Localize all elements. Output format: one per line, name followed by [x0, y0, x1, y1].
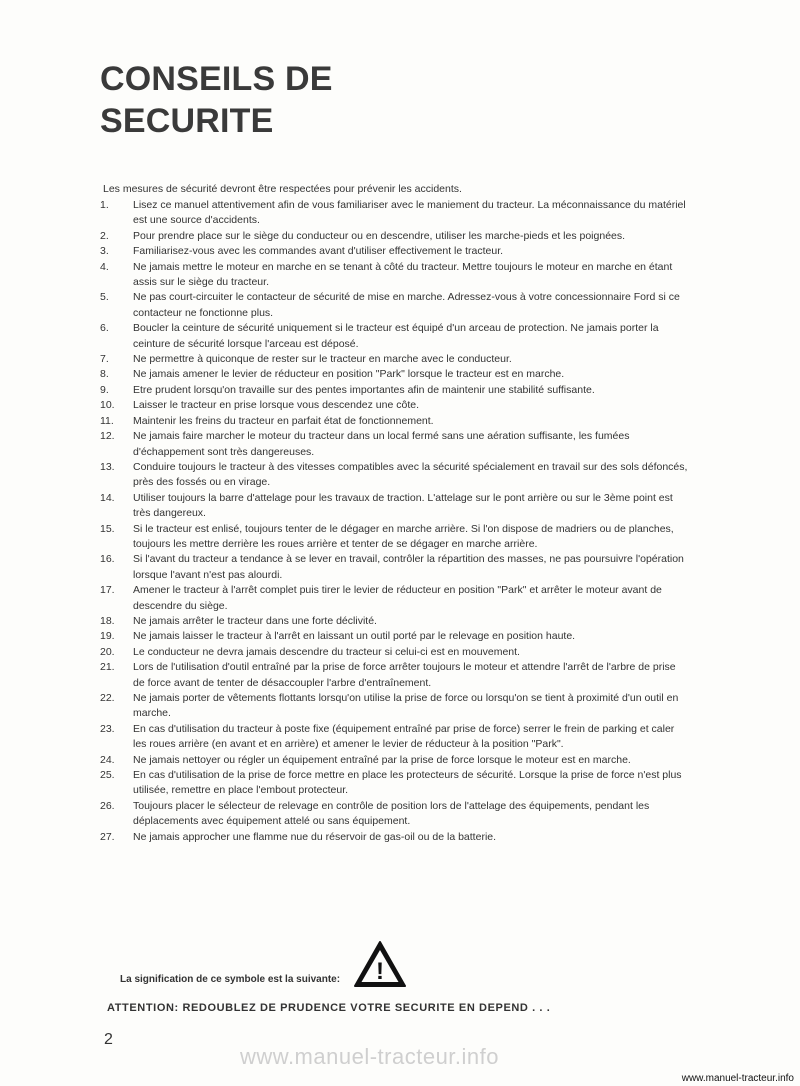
safety-rule-15	[100, 522, 690, 553]
page-title	[100, 58, 333, 142]
safety-rules-list	[100, 198, 690, 845]
rule-text: Ne jamais laisser le tracteur à l'arrêt en laissant un outil porté par le relevage en position haute.	[133, 630, 576, 643]
safety-rule-11	[100, 414, 690, 429]
safety-rule-12	[100, 429, 690, 460]
rule-number: 8.	[100, 368, 109, 381]
safety-rule-14	[100, 491, 690, 522]
safety-rule-22	[100, 691, 690, 722]
page-title-line-2: SECURITE	[100, 102, 274, 140]
rule-text: Le conducteur ne devra jamais descendre du tracteur si celui-ci est en mouvement.	[133, 645, 520, 658]
safety-rule-19	[100, 629, 690, 644]
rule-number: 2.	[100, 229, 109, 242]
rule-text: Amener le tracteur à l'arrêt complet puis tirer le levier de réducteur en position "Park" et arrêter le moteur avant de descendre du siège.	[133, 584, 662, 612]
safety-rule-10	[100, 398, 690, 413]
safety-rule-18	[100, 614, 690, 629]
rule-number: 22.	[100, 692, 115, 704]
watermark-small: www.manuel-tracteur.info	[681, 1073, 794, 1084]
rule-number: 20.	[100, 645, 115, 658]
page-number: 2	[104, 1031, 113, 1048]
safety-rule-20	[100, 645, 690, 660]
rule-number: 26.	[100, 799, 115, 812]
rule-number: 11.	[100, 414, 114, 427]
safety-rule-8	[100, 367, 690, 382]
rule-text: Ne jamais approcher une flamme nue du réservoir de gas-oil ou de la batterie.	[133, 830, 497, 843]
safety-rule-24	[100, 753, 690, 768]
symbol-label: La signification de ce symbole est la suivante:	[120, 974, 341, 985]
safety-rule-5	[100, 290, 690, 321]
safety-rule-21	[100, 660, 690, 691]
safety-rule-4	[100, 260, 690, 291]
rule-text: Lors de l'utilisation d'outil entraîné par la prise de force arrêter toujours le moteur et attendre l'arrêt de l'arbre de prise de force avant de tenter de désaccoupler l'arbre d'entraînement.	[133, 661, 676, 689]
rule-text: Ne permettre à quiconque de rester sur le tracteur en marche avec le conducteur.	[133, 353, 512, 366]
rule-number: 6.	[100, 322, 109, 335]
rule-text: Familiarisez-vous avec les commandes avant d'utiliser effectivement le tracteur.	[133, 245, 504, 258]
safety-rule-26	[100, 799, 690, 830]
rule-number: 15.	[100, 522, 115, 535]
rule-number: 18.	[100, 614, 115, 627]
rule-number: 19.	[100, 630, 115, 643]
rule-number: 12.	[100, 430, 115, 443]
rule-text: Ne jamais porter de vêtements flottants lorsqu'on utilise la prise de force ou lorsqu'on se tient à proximité d'un outil en marche.	[133, 692, 679, 720]
rule-text: En cas d'utilisation du tracteur à poste fixe (équipement entraîné par prise de force) serrer le frein de parking et caler les roues arrière (en avant et en arrière) et amener le levier de réducteur à la position "Park".	[133, 722, 675, 751]
rule-number: 13.	[100, 460, 115, 473]
rule-text: Ne jamais nettoyer ou régler un équipement entraîné par la prise de force lorsque le moteur est en marche.	[133, 753, 631, 766]
rule-number: 9.	[100, 383, 109, 396]
safety-rule-3	[100, 244, 690, 259]
rule-number: 23.	[100, 722, 115, 735]
rule-text: Maintenir les freins du tracteur en parfait état de fonctionnement.	[133, 414, 434, 427]
rule-number: 10.	[100, 399, 115, 412]
page-title-line-1: CONSEILS DE	[100, 60, 333, 98]
rule-number: 1.	[100, 199, 109, 211]
rule-number: 3.	[100, 245, 109, 258]
safety-rule-27	[100, 830, 690, 845]
rule-text: Ne pas court-circuiter le contacteur de sécurité de mise en marche. Adressez-vous à votre concessionnaire Ford si ce contacteur ne fonctionne plus.	[133, 291, 680, 319]
rule-number: 14.	[100, 491, 115, 504]
rule-number: 16.	[100, 553, 115, 566]
rule-number: 27.	[100, 830, 115, 843]
rule-number: 25.	[100, 769, 115, 782]
warning-triangle-icon	[353, 940, 407, 988]
rule-text: Boucler la ceinture de sécurité uniquement si le tracteur est équipé d'un arceau de protection. Ne jamais porter la ceinture de sécurité lorsque l'arceau est déposé.	[133, 322, 659, 350]
rule-text: Utiliser toujours la barre d'attelage pour les travaux de traction. L'attelage sur le pont arrière ou sur le 3ème point est très dangereux.	[133, 491, 673, 520]
rule-text: Lisez ce manuel attentivement afin de vous familiariser avec le maniement du tracteur. La méconnaissance du matériel est une source d'accidents.	[133, 199, 686, 227]
safety-rule-13	[100, 460, 690, 491]
rule-number: 21.	[100, 661, 115, 674]
safety-rule-1	[100, 198, 690, 229]
intro-text: Les mesures de sécurité devront être respectées pour prévenir les accidents.	[103, 183, 462, 195]
rule-text: Laisser le tracteur en prise lorsque vous descendez une côte.	[133, 399, 419, 412]
safety-rule-25	[100, 768, 690, 799]
attention-notice: ATTENTION: REDOUBLEZ DE PRUDENCE VOTRE SECURITE EN DEPEND . . .	[107, 1002, 551, 1014]
rule-number: 7.	[100, 353, 109, 366]
rule-text: Ne jamais arrêter le tracteur dans une forte déclivité.	[133, 614, 377, 627]
watermark-large: www.manuel-tracteur.info	[240, 1044, 499, 1069]
rule-text: Si le tracteur est enlisé, toujours tenter de le dégager en marche arrière. Si l'on dispose de madriers ou de planches, toujours les mettre derrière les roues arrière et tenter de se dégager en marche arrière.	[133, 522, 674, 550]
safety-rule-9	[100, 383, 690, 398]
rule-number: 4.	[100, 260, 109, 273]
safety-rule-23	[100, 722, 690, 753]
rule-text: En cas d'utilisation de la prise de force mettre en place les protecteurs de sécurité. Lorsque la prise de force n'est plus utilisée, remettre en place l'embout protecteur.	[133, 769, 682, 797]
safety-rule-6	[100, 321, 690, 352]
rule-text: Si l'avant du tracteur a tendance à se lever en travail, contrôler la répartition des masses, ne pas poursuivre l'opération lorsque l'avant n'est pas alourdi.	[133, 553, 684, 581]
rule-text: Ne jamais faire marcher le moteur du tracteur dans un local fermé sans une aération suffisante, les fumées d'échappement sont très dangereuses.	[133, 430, 630, 458]
safety-rule-7	[100, 352, 690, 367]
rule-number: 5.	[100, 291, 109, 304]
rule-text: Ne jamais mettre le moteur en marche en se tenant à côté du tracteur. Mettre toujours le moteur en marche en étant assis sur le siège du tracteur.	[133, 260, 673, 289]
safety-rule-16	[100, 552, 690, 583]
rule-text: Etre prudent lorsqu'on travaille sur des pentes importantes afin de maintenir une stabilité suffisante.	[133, 383, 595, 396]
rule-text: Toujours placer le sélecteur de relevage en contrôle de position lors de l'attelage des équipements, pendant les déplacements avec équipement attelé ou sans équipement.	[133, 799, 650, 828]
safety-rule-17	[100, 583, 690, 614]
rule-text: Conduire toujours le tracteur à des vitesses compatibles avec la sécurité spécialement en travail sur des sols défoncés, près des fossés ou en virage.	[133, 460, 688, 489]
symbol-explanation	[120, 940, 420, 990]
rule-number: 24.	[100, 753, 115, 766]
rule-text: Pour prendre place sur le siège du conducteur ou en descendre, utiliser les marche-pieds et les poignées.	[133, 229, 626, 242]
rule-text: Ne jamais amener le levier de réducteur en position "Park" lorsque le tracteur est en marche.	[133, 368, 565, 381]
rule-number: 17.	[100, 584, 115, 597]
safety-rule-2	[100, 229, 690, 244]
warning-glyph: !	[376, 958, 384, 985]
